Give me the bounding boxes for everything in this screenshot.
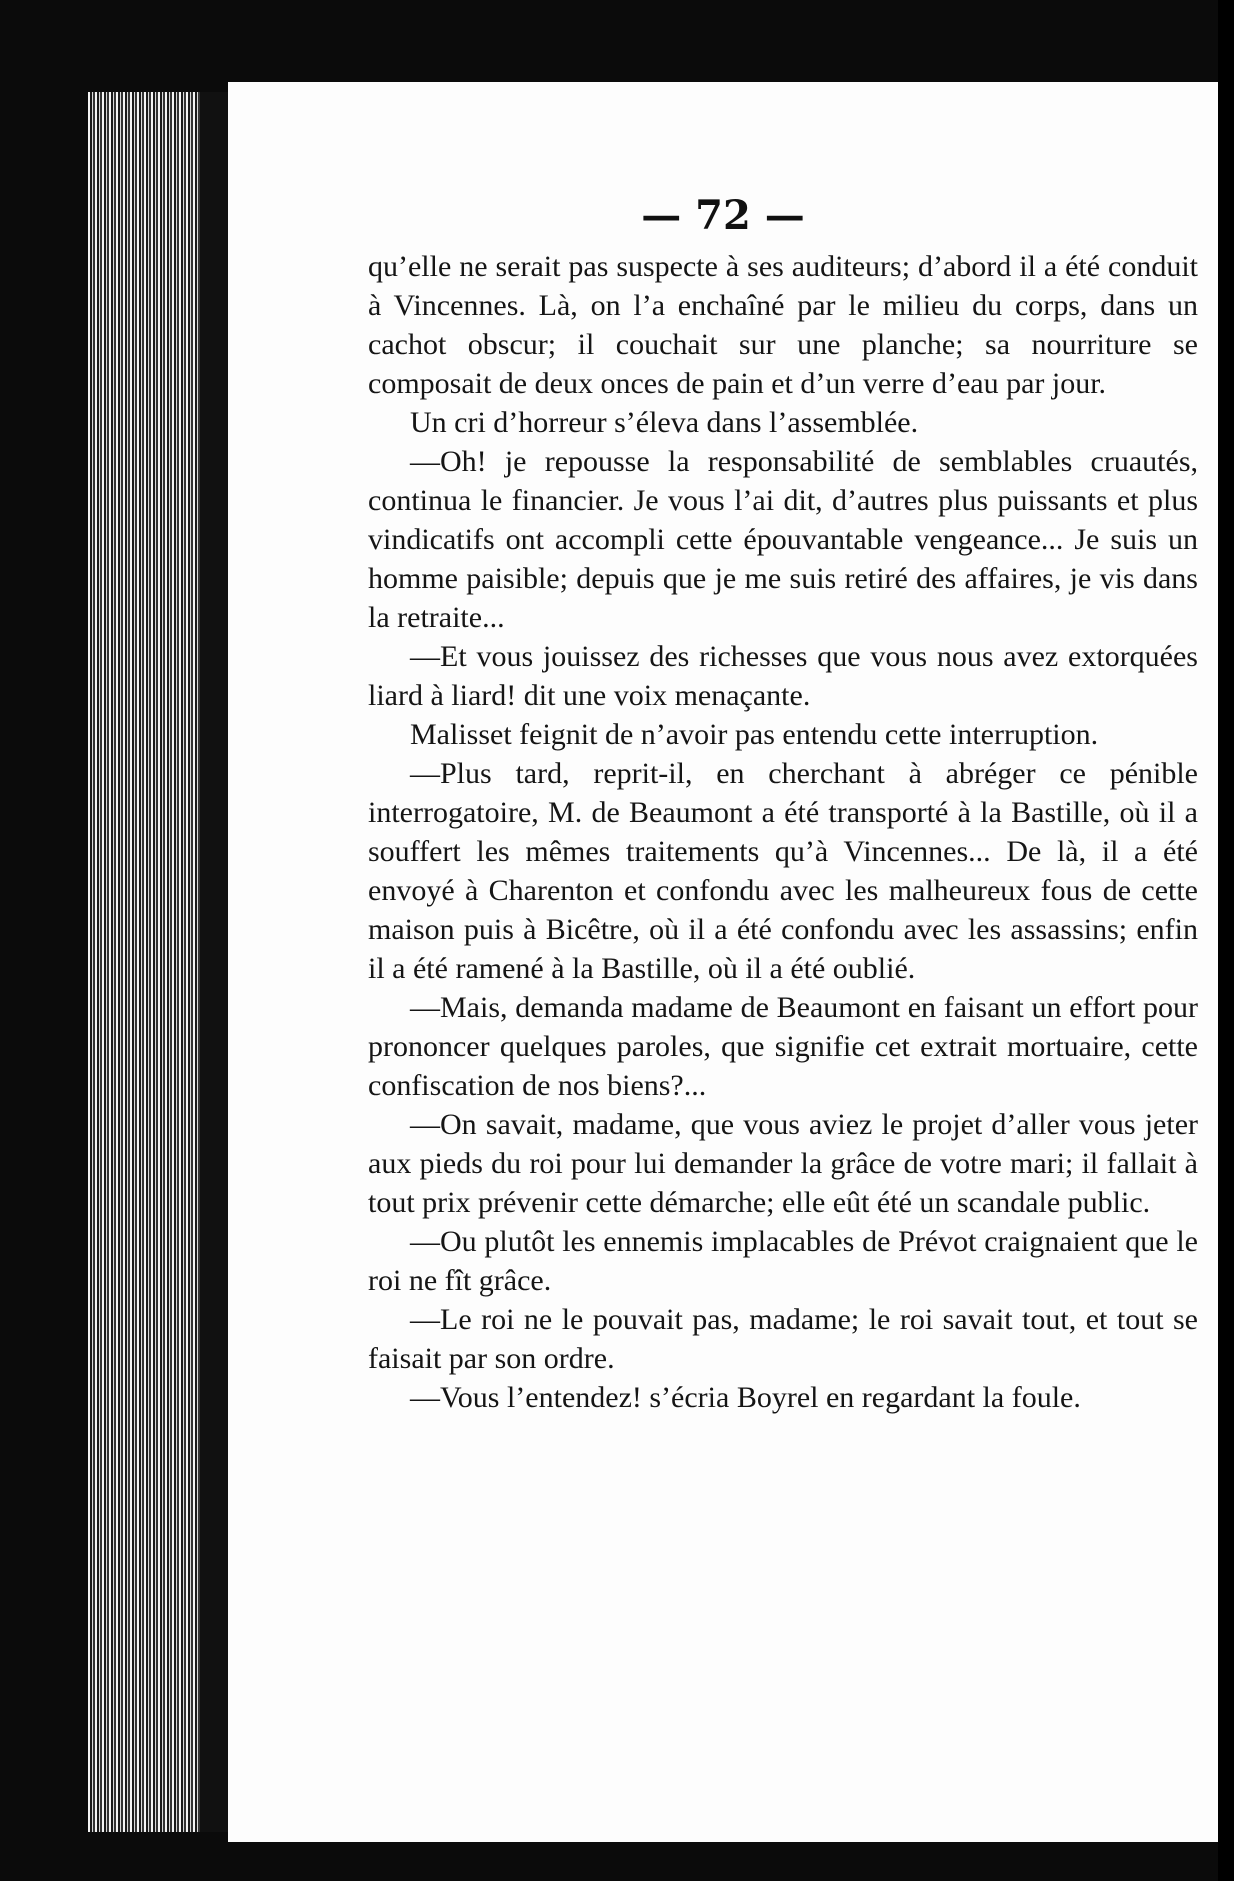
paragraph: Malisset feignit de n’avoir pas entendu cette interruption.: [410, 718, 1099, 751]
paragraph: Un cri d’horreur s’éleva dans l’assemblée.: [410, 406, 919, 439]
scan-border: [1218, 0, 1234, 1881]
paragraph: —Mais, demanda madame de Beaumont en faisant un effort pour prononcer quelques paroles, que signifie cet extrait mortuaire, cette confiscation de nos biens?...: [368, 991, 1198, 1102]
book-page: [228, 82, 1218, 1842]
paragraph: —Vous l’entendez! s’écria Boyrel en regardant la foule.: [410, 1381, 1081, 1414]
book-gutter-shadow: [200, 92, 228, 1832]
paragraph: —Plus tard, reprit-il, en cherchant à abréger ce pénible interrogatoire, M. de Beaumont a été transporté à la Bastille, où il a souffert les mêmes traitements qu’à Vincennes... De là, il a été envoyé à Charenton et confondu avec les malheureux fous de cette maison puis à Bicêtre, où il a été confondu avec les assassins; enfin il a été ramené à la Bastille, où il a été oublié.: [368, 757, 1198, 985]
paragraph: —Ou plutôt les ennemis implacables de Prévot craignaient que le roi ne fît grâce.: [368, 1225, 1198, 1297]
paragraph: —Et vous jouissez des richesses que vous nous avez extorquées liard à liard! dit une voix menaçante.: [368, 640, 1198, 712]
body-text: [368, 247, 1198, 1417]
paragraph: —Le roi ne le pouvait pas, madame; le roi savait tout, et tout se faisait par son ordre.: [368, 1303, 1198, 1375]
paragraph: —Oh! je repousse la responsabilité de semblables cruautés, continua le financier. Je vous l’ai dit, d’autres plus puissants et plus vindicatifs ont accompli cette épouvantable vengeance... Je suis un homme paisible; depuis que je me suis retiré des affaires, je vis dans la retraite...: [368, 445, 1198, 634]
paragraph: —On savait, madame, que vous aviez le projet d’aller vous jeter aux pieds du roi pour lui demander la grâce de votre mari; il fallait à tout prix prévenir cette démarche; elle eût été un scandale public.: [368, 1108, 1198, 1219]
page-number: — 72 —: [641, 192, 805, 239]
paragraph: qu’elle ne serait pas suspecte à ses auditeurs; d’abord il a été conduit à Vincennes. Là, on l’a enchaîné par le milieu du corps, dans un cachot obscur; il couchait sur une planche; sa nourriture se composait de deux onces de pain et d’un verre d’eau par jour.: [368, 250, 1198, 400]
